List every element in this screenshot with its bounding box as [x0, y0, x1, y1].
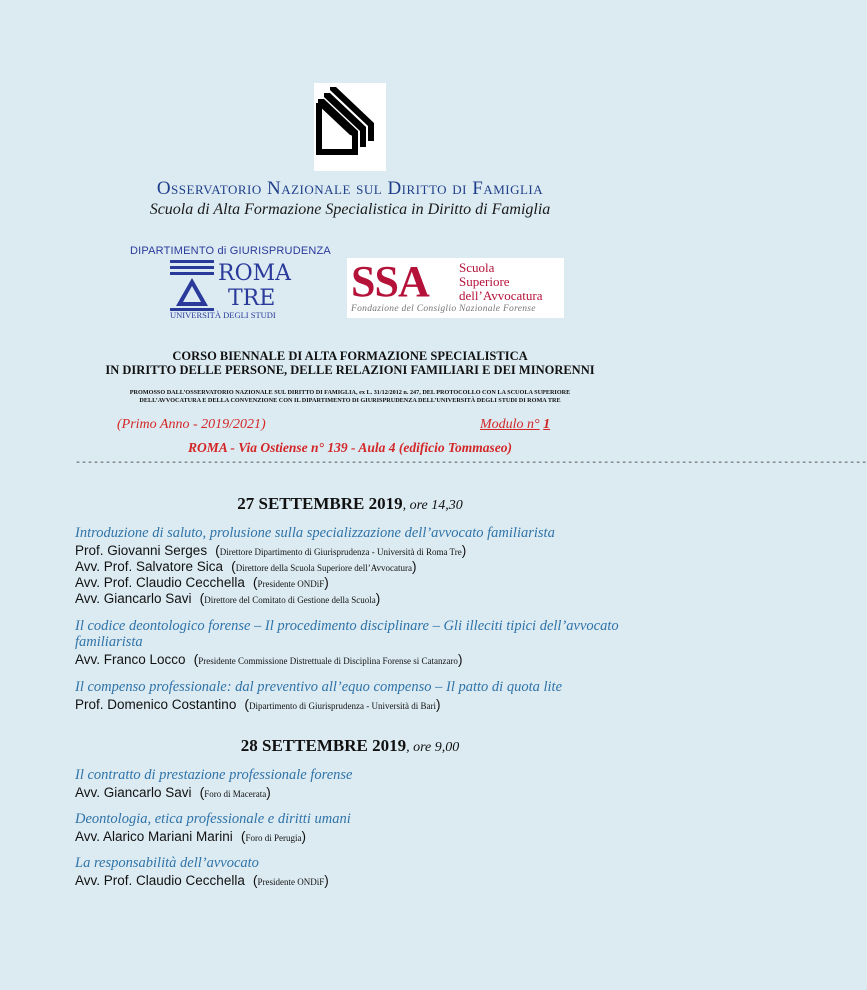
speaker-name: Avv. Alarico Mariani Marini [75, 829, 233, 844]
speaker: Avv. Prof. Salvatore Sica (Direttore della Scuola Superiore dell’Avvocatura) [75, 558, 417, 574]
course-promotion-line1: PROMOSSO DALL’OSSERVATORIO NAZIONALE SUL DIRITTO DI FAMIGLIA, ex L. 31/12/2012 n. 247, DEL PROTOCOLLO CON LA SCUOLA SUPERIORE [129, 389, 571, 396]
module-label: Modulo n° [480, 417, 540, 432]
speaker: Avv. Giancarlo Savi (Direttore del Comitato di Gestione della Scuola) [75, 590, 381, 606]
speaker-affiliation: Presidente ONDiF [257, 877, 325, 887]
roma-tre-logo [168, 258, 292, 320]
speaker: Prof. Giovanni Serges (Direttore Dipartimento di Giurisprudenza - Università di Roma Tre) [75, 542, 467, 558]
day-heading [0, 736, 700, 756]
speaker-affiliation: Dipartimento di Giurisprudenza - Università di Bari [249, 701, 436, 711]
ssa-name [459, 261, 543, 303]
speaker: Avv. Franco Locco (Presidente Commissione Distrettuale di Disciplina Forense si Catanzaro) [75, 651, 463, 667]
ssa-acronym: SSA [351, 257, 429, 306]
day-time: , ore 14,30 [402, 498, 463, 513]
speaker: Avv. Giancarlo Savi (Foro di Macerata) [75, 784, 271, 800]
module-value: 1 [543, 417, 551, 432]
roma-tre-word-tre: TRE [228, 286, 276, 311]
day-time: , ore 9,00 [406, 740, 460, 755]
roma-tre-word-roma: ROMA [218, 261, 292, 286]
speaker: Avv. Prof. Claudio Cecchella (Presidente ONDiF) [75, 872, 329, 888]
course-promotion [0, 389, 700, 405]
divider: ------------------------------------------------------------------------------------------------------------------------------------ [75, 458, 867, 469]
speaker-name: Avv. Giancarlo Savi [75, 785, 192, 800]
ssa-footer: Fondazione del Consiglio Nazionale Forense [351, 304, 536, 314]
session-topic: Introduzione di saluto, prolusione sulla specializzazione dell’avvocato familiarista [75, 525, 555, 541]
session-topic: Il codice deontologico forense – Il procedimento disciplinare – Gli illeciti tipici dell’avvocato familiarista [75, 618, 619, 650]
ssa-name-line1: Scuola [459, 260, 495, 275]
speaker-affiliation: Direttore del Comitato di Gestione della Scuola [204, 595, 376, 605]
session-topic: Il contratto di prestazione professionale forense [75, 767, 353, 783]
speaker: Avv. Alarico Mariani Marini (Foro di Perugia) [75, 828, 306, 844]
session-topic: Il compenso professionale: dal preventivo all’equo compenso – Il patto di quota lite [75, 679, 563, 695]
course-promotion-line2: DELL’AVVOCATURA E DELLA CONVENZIONE CON IL DIPARTIMENTO DI GIURISPRUDENZA DELL’UNIVERSITÀ DEGLI STUDI DI ROMA TRE [139, 397, 561, 404]
day-date: 27 SETTEMBRE 2019 [237, 494, 403, 513]
ssa-name-line3: dell’Avvocatura [459, 288, 543, 303]
venue: ROMA - Via Ostiense n° 139 - Aula 4 (edificio Tommaseo) [188, 440, 512, 455]
speaker: Avv. Prof. Claudio Cecchella (Presidente ONDiF) [75, 574, 329, 590]
ssa-logo [347, 258, 564, 318]
course-title-line2: IN DIRITTO DELLE PERSONE, DELLE RELAZIONI FAMILIARI E DEI MINORENNI [105, 363, 595, 377]
ondif-logo [314, 83, 386, 171]
observatory-title: Osservatorio Nazionale sul Diritto di Famiglia [156, 178, 544, 199]
speaker-affiliation: Presidente Commissione Distrettuale di Disciplina Forense si Catanzaro [198, 656, 458, 666]
speaker-affiliation: Direttore della Scuola Superiore dell’Avvocatura [235, 563, 413, 573]
speaker-affiliation: Foro di Macerata [204, 789, 267, 799]
roma-tre-department: DIPARTIMENTO di GIURISPRUDENZA [130, 245, 331, 257]
speaker-name: Prof. Domenico Costantino [75, 697, 237, 712]
module-number [480, 417, 550, 433]
speaker-name: Avv. Giancarlo Savi [75, 591, 192, 606]
ssa-name-line2: Superiore [459, 274, 510, 289]
session-topic: Deontologia, etica professionale e diritti umani [75, 811, 351, 827]
day-date: 28 SETTEMBRE 2019 [240, 736, 407, 755]
speaker: Prof. Domenico Costantino (Dipartimento di Giurisprudenza - Università di Bari) [75, 696, 441, 712]
speaker-affiliation: Direttore Dipartimento di Giurisprudenza - Università di Roma Tre [219, 547, 462, 557]
session-topic: La responsabilità dell’avvocato [75, 855, 259, 871]
speaker-name: Avv. Prof. Claudio Cecchella [75, 873, 245, 888]
speaker-name: Avv. Prof. Salvatore Sica [75, 559, 224, 574]
speaker-affiliation: Presidente ONDiF [257, 579, 325, 589]
observatory-subtitle: Scuola di Alta Formazione Specialistica in Diritto di Famiglia [149, 201, 551, 218]
speaker-name: Avv. Franco Locco [75, 652, 186, 667]
day-heading [0, 494, 700, 514]
speaker-name: Avv. Prof. Claudio Cecchella [75, 575, 245, 590]
course-year: (Primo Anno - 2019/2021) [117, 417, 266, 432]
course-title-line1: CORSO BIENNALE DI ALTA FORMAZIONE SPECIALISTICA [172, 349, 528, 363]
speaker-name: Prof. Giovanni Serges [75, 543, 208, 558]
roma-tre-tagline: UNIVERSITÀ DEGLI STUDI [170, 310, 276, 320]
speaker-affiliation: Foro di Perugia [245, 833, 302, 843]
